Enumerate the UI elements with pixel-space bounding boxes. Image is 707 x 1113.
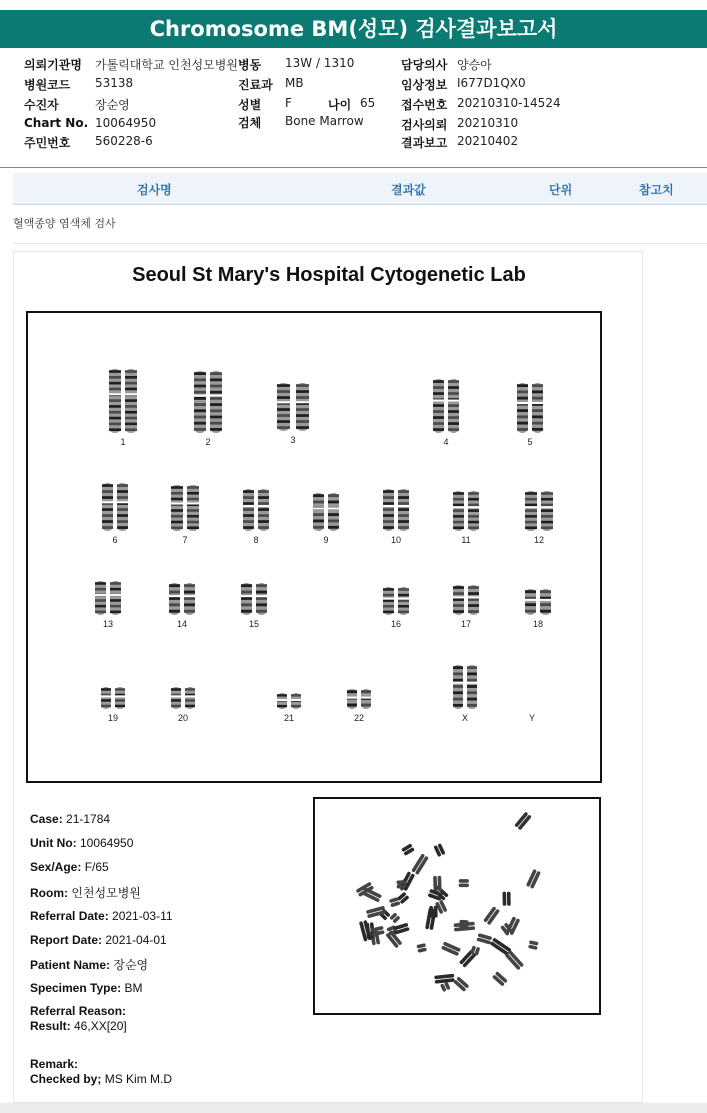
report-title-bar [0, 10, 707, 48]
chromosome-label: 14 [176, 619, 187, 629]
metaphase-spread [315, 799, 599, 1013]
report-title: Chromosome BM(성모) 검사결과보고서 [149, 17, 558, 41]
case-field-label: Remark: [30, 1057, 79, 1071]
test-section-title: 혈액종양 염색체 검사 [13, 217, 116, 230]
info-label: 검사의뢰 [401, 118, 448, 132]
chromosome-pair-11 [452, 491, 480, 545]
chromosome-pair-20 [170, 687, 196, 723]
info-label: 주민번호 [24, 136, 71, 150]
column-header-reference: 참고치 [639, 183, 674, 197]
info-value: I677D1QX0 [457, 76, 526, 90]
column-header-result: 결과값 [391, 183, 426, 197]
chromosome-label: 18 [532, 619, 543, 629]
case-field-value: BM [121, 981, 143, 995]
case-field-label: Report Date: [30, 933, 103, 947]
info-value: 양승아 [457, 58, 492, 72]
chromosome-pair-10 [382, 489, 410, 545]
lab-title: Seoul St Mary's Hospital Cytogenetic Lab [132, 264, 526, 286]
chromosome-pair-1 [108, 369, 138, 447]
metaphase-spread-image [313, 797, 601, 1015]
chromosome-pair-12 [524, 491, 554, 545]
info-value: 13W / 1310 [285, 56, 355, 70]
case-field-row [30, 1004, 126, 1018]
case-field-label: Result: [30, 1019, 71, 1033]
info-label: 결과보고 [401, 136, 448, 150]
chromosome-label: 7 [182, 535, 188, 545]
chromosome-pair-9 [312, 493, 340, 545]
info-value: 10064950 [95, 116, 157, 130]
info-label: 임상정보 [401, 78, 448, 92]
chromosome-label: 20 [177, 713, 188, 723]
chromosome-label: 11 [461, 535, 471, 545]
chromosome-label: 16 [390, 619, 401, 629]
info-value: F [285, 96, 292, 110]
chromosome-label: 19 [107, 713, 118, 723]
chromosome-label: 2 [205, 437, 211, 447]
chromosome-label: 17 [460, 619, 471, 629]
info-label: 진료과 [238, 78, 273, 92]
case-field-value: 인천성모병원 [68, 886, 141, 900]
column-header-unit: 단위 [549, 183, 573, 197]
chromosome-pair-18 [524, 589, 552, 629]
info-value: 가톨릭대학교 인천성모병원 [95, 58, 238, 72]
case-field-value: 2021-03-11 [108, 909, 173, 923]
chromosome-pair-x [452, 665, 478, 723]
case-field-label: Checked by; [30, 1072, 102, 1086]
case-field-row [30, 981, 142, 995]
chromosome-pair-7 [170, 485, 200, 545]
case-field-row [30, 909, 173, 923]
chromosome-label: 9 [323, 535, 329, 545]
chromosome-pair-6 [101, 483, 129, 545]
case-field-label: Room: [30, 886, 68, 900]
case-field-value: 10064950 [76, 836, 134, 850]
chromosome-label: X [461, 713, 468, 723]
info-value: Bone Marrow [285, 114, 364, 128]
case-field-label: Referral Date: [30, 909, 109, 923]
info-value: 20210310-14524 [457, 96, 561, 110]
info-label: Chart No. [24, 116, 89, 130]
chromosome-label: 3 [290, 435, 296, 445]
case-field-value: 장순영 [110, 958, 149, 972]
info-label: 나이 [328, 98, 352, 112]
info-label: 검체 [238, 116, 262, 130]
chromosome-label: 8 [253, 535, 259, 545]
chromosome-label: 13 [102, 619, 113, 629]
chromosome-pair-3 [276, 383, 310, 445]
karyogram-panel [26, 311, 602, 783]
chromosome-label: 1 [120, 437, 126, 447]
info-value: 20210310 [457, 116, 519, 130]
info-value: 560228-6 [95, 134, 153, 148]
info-label: 수진자 [24, 98, 59, 112]
info-label: 의뢰기관명 [24, 58, 82, 72]
case-field-label: Sex/Age: [30, 860, 82, 874]
chromosome-pair-14 [168, 583, 196, 629]
case-field-row [30, 1019, 127, 1033]
chromosome-pair-22 [346, 689, 372, 723]
case-field-row [30, 812, 110, 826]
case-field-row [30, 836, 133, 850]
page-bottom-bar [0, 1103, 707, 1113]
info-label: 병동 [238, 58, 262, 72]
chromosome-pair-19 [100, 687, 126, 723]
case-field-row [30, 933, 167, 947]
info-value: 53138 [95, 76, 134, 90]
info-value: 장순영 [95, 98, 130, 112]
case-field-label: Referral Reason: [30, 1004, 127, 1018]
info-label: 성별 [238, 98, 262, 112]
info-label: 담당의사 [401, 58, 448, 72]
case-field-value: F/65 [81, 860, 109, 874]
chromosome-pair-16 [382, 587, 410, 629]
case-field-row [30, 1057, 78, 1071]
case-field-value: 46,XX[20] [70, 1019, 127, 1033]
chromosome-label: 6 [112, 535, 118, 545]
divider [13, 243, 707, 244]
divider [0, 167, 707, 168]
case-field-label: Case: [30, 812, 63, 826]
info-value: MB [285, 76, 304, 90]
chromosome-label: 12 [533, 535, 544, 545]
chromosome-label: 5 [527, 437, 533, 447]
case-field-row [30, 884, 141, 901]
chromosome-label: Y [528, 713, 535, 723]
chromosome-pair-5 [516, 383, 544, 447]
chromosome-label: 21 [283, 713, 294, 723]
chromosome-pair-2 [193, 371, 223, 447]
chromosome-pair-17 [452, 585, 480, 629]
results-table-header [13, 173, 707, 205]
case-field-label: Patient Name: [30, 958, 111, 972]
info-value: 20210402 [457, 134, 519, 148]
case-field-value: 2021-04-01 [102, 933, 167, 947]
karyotype-report-image [13, 251, 643, 1103]
chromosome-label: 10 [390, 535, 401, 545]
patient-info-panel [0, 48, 707, 168]
chromosome-pair-8 [242, 489, 270, 545]
case-field-value: MS Kim M.D [101, 1072, 173, 1086]
info-label: 병원코드 [24, 78, 71, 92]
case-field-label: Unit No: [30, 836, 77, 850]
info-label: 접수번호 [401, 98, 448, 112]
chromosome-label: 22 [353, 713, 364, 723]
case-field-row [30, 956, 148, 973]
chromosome-pair-15 [240, 583, 268, 629]
case-field-row [30, 860, 109, 874]
case-field-value: 21-1784 [62, 812, 111, 826]
case-field-row [30, 1072, 172, 1086]
case-field-label: Specimen Type: [30, 981, 122, 995]
chromosome-label: 4 [443, 437, 449, 447]
chromosome-label: 15 [248, 619, 259, 629]
chromosome-pair-13 [94, 581, 122, 629]
info-value: 65 [360, 96, 376, 110]
chromosome-pair-4 [432, 379, 460, 447]
chromosome-pair-21 [276, 693, 302, 723]
column-header-test-name: 검사명 [137, 183, 172, 197]
